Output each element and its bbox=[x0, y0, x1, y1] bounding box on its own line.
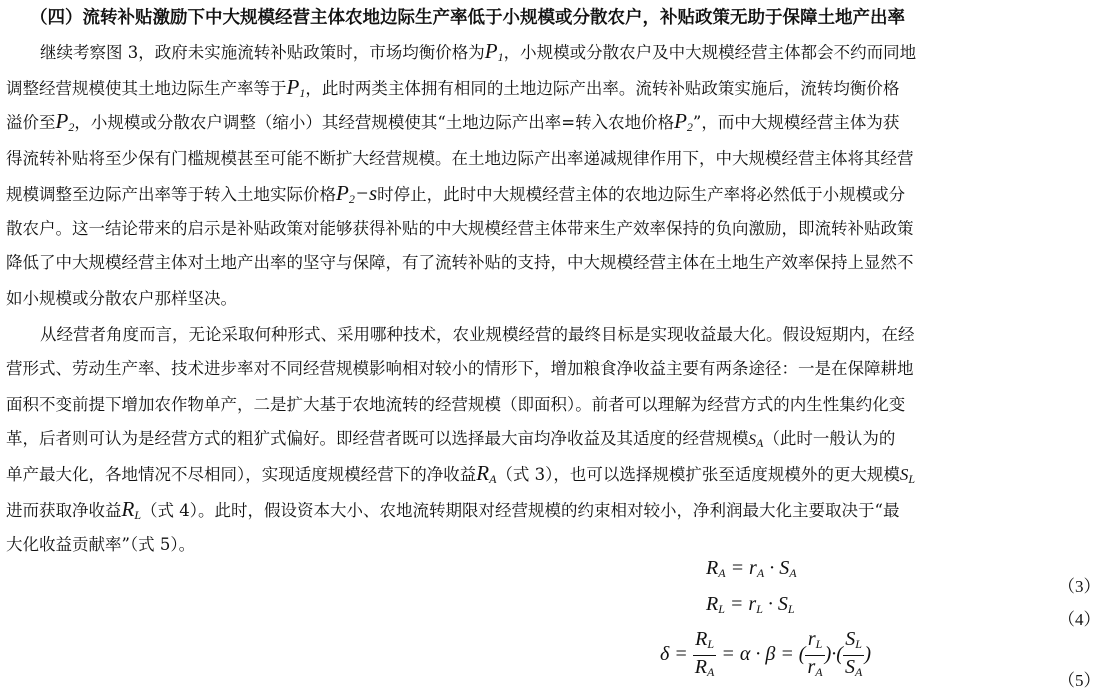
symbol-p2: P2 bbox=[674, 109, 693, 134]
symbol-sa: $S_A$ bbox=[748, 432, 764, 450]
equation-5: δ = $\frac{RL}{RA}$ = α · β = ( $\frac{rL}{rA}$ )·( $\frac{SL}{SA}$ ) bbox=[660, 628, 871, 679]
p1-line6: 散农户。这一结论带来的启示是补贴政策对能够获得补贴的中大规模经营主体带来生产效率保持的负向激励，即流转补贴政策 bbox=[6, 219, 914, 238]
symbol-p2-minus-s: P2−s bbox=[336, 181, 378, 206]
equation-3: RA = rA · SA bbox=[706, 557, 797, 580]
p1-line3: 溢价至P2，小规模或分散农户调整（缩小）其经营规模使其“土地边际产出率=转入农地价格P2”，而中大规模经营主体为获 bbox=[6, 109, 900, 134]
section-heading: （四）流转补贴激励下中大规模经营主体农地边际生产率低于小规模或分散农户，补贴政策无助于保障土地产出率 bbox=[30, 8, 905, 28]
p2-line7: 大化收益贡献率”（式 5）。 bbox=[6, 535, 196, 554]
p1-line2: 调整经营规模使其土地边际生产率等于P1，此时两类主体拥有相同的土地边际产出率。流转补贴政策实施后，流转均衡价格 bbox=[6, 75, 900, 100]
symbol-rl: RL bbox=[121, 497, 142, 522]
symbol-p2: P2 bbox=[55, 109, 75, 134]
equation-4-number: （4） bbox=[1058, 610, 1101, 629]
p2-line3: 面积不变前提下增加农作物单产，二是扩大基于农地流转的经营规模（即面积）。前者可以理解为经营方式的内生性集约化变 bbox=[6, 395, 906, 414]
symbol-ra: RA bbox=[476, 461, 497, 486]
p2-line4: 革，后者则可认为是经营方式的粗犷式偏好。即经营者既可以选择最大亩均净收益及其适度的经营规模$S_A$（此时一般认为的 bbox=[6, 429, 896, 450]
p1-line8: 如小规模或分散农户那样坚决。 bbox=[6, 289, 237, 308]
symbol-p1: P1 bbox=[484, 39, 504, 64]
equation-3-number: （3） bbox=[1058, 577, 1101, 596]
p2-line5: 单产最大化，各地情况不尽相同），实现适度规模经营下的净收益RA（式 3），也可以选择规模扩张至适度规模外的更大规模SL bbox=[6, 461, 916, 486]
symbol-sl: SL bbox=[899, 465, 916, 486]
p2-line6: 进而获取净收益RL（式 4）。此时，假设资本大小、农地流转期限对经营规模的约束相对较小，净利润最大化主要取决于“最 bbox=[6, 497, 900, 522]
p2-line2: 营形式、劳动生产率、技术进步率对不同经营规模影响相对较小的情形下，增加粮食净收益主要有两条途径：一是在保障耕地 bbox=[6, 359, 914, 378]
p1-line7: 降低了中大规模经营主体对土地产出率的坚守与保障，有了流转补贴的支持，中大规模经营主体在土地生产效率保持上显然不 bbox=[6, 253, 914, 272]
p2-line1: 从经营者角度而言，无论采取何种形式、采用哪种技术，农业规模经营的最终目标是实现收益最大化。假设短期内，在经 bbox=[40, 325, 915, 344]
equation-5-number: （5） bbox=[1058, 671, 1101, 690]
equation-4: RL = rL · SL bbox=[706, 593, 795, 616]
p1-line4: 得流转补贴将至少保有门槛规模甚至可能不断扩大经营规模。在土地边际产出率递减规律作用下，中大规模经营主体将其经营 bbox=[6, 149, 914, 168]
p1-line5: 规模调整至边际产出率等于转入土地实际价格P2−s时停止，此时中大规模经营主体的农地边际生产率将必然低于小规模或分 bbox=[6, 181, 906, 206]
p1-line1: 继续考察图 3，政府未实施流转补贴政策时，市场均衡价格为P1，小规模或分散农户及中大规模经营主体都会不约而同地 bbox=[40, 39, 917, 64]
symbol-p1: P1 bbox=[286, 75, 306, 100]
